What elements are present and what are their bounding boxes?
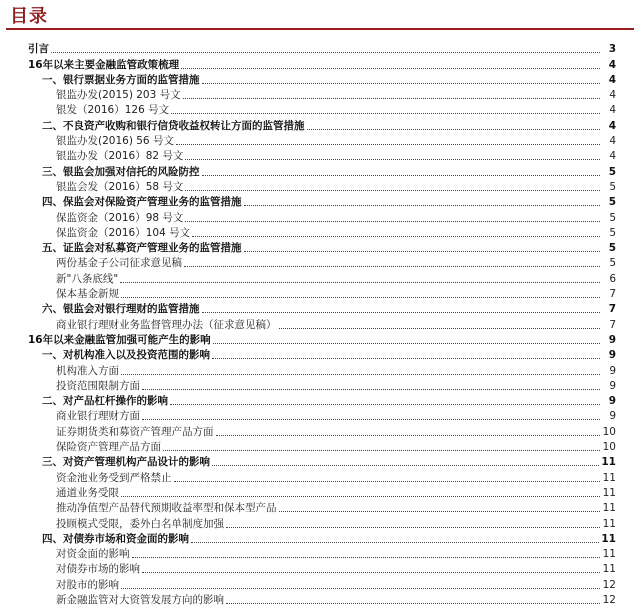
toc-page-number: 4 [609,104,616,117]
dot-leader [192,235,600,237]
dot-leader [226,602,600,604]
toc-page-number: 4 [608,119,616,132]
dot-leader [185,158,600,160]
dot-leader [202,174,601,176]
dot-leader [202,82,601,84]
toc-page-number: 5 [609,257,616,270]
toc-entry-title: 证券期货类和募资产管理产品方面 [56,425,214,438]
toc-entry-title: 三、银监会加强对信托的风险防控 [42,165,200,178]
dot-leader [307,128,601,130]
dot-leader [213,342,600,344]
toc-page-number: 12 [602,593,616,606]
toc-page-number: 4 [609,135,616,148]
toc-entry-title: 保本基金新规 [56,288,119,301]
toc-entry-title: 银监办发(2015) 203 号文 [56,89,181,102]
toc-entry-title: 银监会发（2016）58 号文 [56,180,184,193]
dot-leader [244,250,601,252]
toc-page-number: 11 [602,486,616,499]
toc-entry[interactable] [28,532,616,547]
toc-entry[interactable] [28,379,616,394]
toc-entry[interactable] [28,440,616,455]
toc-page-number: 5 [608,165,616,178]
dot-leader [142,571,600,573]
toc-entry[interactable] [28,287,616,302]
toc-entry[interactable] [28,333,616,348]
toc-page-number: 9 [608,349,616,362]
toc-entry-title: 引言 [28,43,49,56]
dot-leader [132,556,601,558]
toc-entry-title: 银监办发(2016) 56 号文 [56,135,174,148]
toc-entry-title: 二、不良资产收购和银行信贷收益权转让方面的监管措施 [42,119,305,132]
toc-entry-title: 二、对产品杠杆操作的影响 [42,395,168,408]
toc-entry[interactable] [28,409,616,424]
toc-page-number: 11 [602,471,616,484]
dot-leader [142,388,600,390]
toc-entry[interactable] [28,317,616,332]
toc-page-number: 4 [609,150,616,163]
toc-entry[interactable] [28,363,616,378]
toc-page-number: 11 [601,456,616,469]
toc-entry[interactable] [28,241,616,256]
toc-page-number: 5 [609,226,616,239]
toc-entry[interactable] [28,88,616,103]
dot-leader [121,373,600,375]
toc-entry-title: 一、对机构准入以及投资范围的影响 [42,349,210,362]
toc-page-number: 4 [609,89,616,102]
toc-entry-title: 四、对债券市场和资金面的影响 [42,532,189,545]
toc-page-number: 10 [602,441,616,454]
dot-leader [171,112,600,114]
toc-page-number: 3 [608,43,616,56]
toc-entry[interactable] [28,195,616,210]
toc-entry[interactable] [28,164,616,179]
toc-entry[interactable] [28,455,616,470]
toc-page-number: 12 [602,578,616,591]
dot-leader [212,357,600,359]
toc-entry-title: 银监办发（2016）82 号文 [56,150,184,163]
toc-entry-title: 三、对资产管理机构产品设计的影响 [42,456,210,469]
dot-leader [174,480,601,482]
page-title: 目录 [10,6,48,27]
toc-entry-title: 一、银行票据业务方面的监管措施 [42,73,200,86]
dot-leader [163,449,600,451]
table-of-contents [28,42,616,608]
toc-entry[interactable] [28,73,616,88]
toc-page-number: 11 [601,532,616,545]
toc-entry-title: 投顾模式受限，委外白名单制度加强 [56,517,224,530]
toc-entry-title: 两份基金子公司征求意见稿 [56,257,182,270]
toc-entry-title: 商业银行理财业务监督管理办法（征求意见稿） [56,318,277,331]
toc-entry-title: 保监资金（2016）98 号文 [56,211,184,224]
toc-entry-title: 六、银监会对银行理财的监管措施 [42,303,200,316]
toc-entry-title: 投资范围限制方面 [56,379,140,392]
dot-leader [51,51,600,53]
toc-entry-title: 四、保监会对保险资产管理业务的监管措施 [42,196,242,209]
dot-leader [121,296,600,298]
dot-leader [244,204,601,206]
dot-leader [226,526,600,528]
toc-page-number: 6 [609,272,616,285]
dot-leader [185,189,600,191]
toc-entry[interactable] [28,226,616,241]
toc-page-number: 4 [608,58,616,71]
toc-page-number: 9 [608,395,616,408]
toc-entry-title: 推动净值型产品替代预期收益率型和保本型产品 [56,502,277,515]
toc-entry[interactable] [28,42,616,57]
toc-entry[interactable] [28,486,616,501]
dot-leader [191,541,599,543]
toc-entry-title: 资金池业务受到严格禁止 [56,471,172,484]
toc-entry[interactable] [28,547,616,562]
toc-entry[interactable] [28,149,616,164]
toc-entry[interactable] [28,501,616,516]
dot-leader [185,220,600,222]
dot-leader [181,67,600,69]
toc-page-number: 9 [609,364,616,377]
toc-page-number: 11 [602,563,616,576]
dot-leader [121,587,600,589]
toc-page-number: 11 [602,502,616,515]
toc-entry[interactable] [28,210,616,225]
toc-page-number: 9 [609,410,616,423]
toc-entry[interactable] [28,562,616,577]
toc-page-number: 11 [602,548,616,561]
toc-entry-title: 保险资产管理产品方面 [56,441,161,454]
toc-page-number: 5 [608,196,616,209]
dot-leader [184,265,600,267]
dot-leader [170,403,600,405]
dot-leader [279,510,601,512]
toc-entry-title: 新"八条底线" [56,272,119,285]
toc-entry-title: 新金融监管对大资管发展方向的影响 [56,593,224,606]
dot-leader [216,434,601,436]
toc-entry[interactable] [28,577,616,592]
toc-entry-title: 对债券市场的影响 [56,563,140,576]
toc-entry-title: 对股市的影响 [56,578,119,591]
toc-entry[interactable] [28,424,616,439]
toc-entry[interactable] [28,394,616,409]
dot-leader [121,495,600,497]
toc-entry[interactable] [28,134,616,149]
toc-page-number: 9 [609,379,616,392]
toc-entry[interactable] [28,348,616,363]
dot-leader [212,464,599,466]
toc-entry[interactable] [28,271,616,286]
toc-page-number: 10 [602,425,616,438]
toc-page-number: 7 [609,288,616,301]
toc-entry[interactable] [28,470,616,485]
toc-page-number: 5 [609,180,616,193]
toc-page-number: 5 [609,211,616,224]
toc-entry[interactable] [28,103,616,118]
toc-page-number: 7 [609,318,616,331]
toc-entry[interactable] [28,57,616,72]
toc-entry[interactable] [28,302,616,317]
toc-entry-title: 对资金面的影响 [56,548,130,561]
toc-page-number: 9 [608,333,616,346]
toc-page-number: 4 [608,73,616,86]
toc-entry[interactable] [28,593,616,608]
dot-leader [183,97,600,99]
toc-entry-title: 银发（2016）126 号文 [56,104,170,117]
dot-leader [120,281,600,283]
toc-entry[interactable] [28,180,616,195]
dot-leader [279,327,601,329]
title-divider [6,28,634,30]
toc-entry[interactable] [28,256,616,271]
toc-page-number: 5 [608,242,616,255]
toc-entry-title: 16年以来金融监管加强可能产生的影响 [28,333,211,346]
toc-entry-title: 保监资金（2016）104 号文 [56,226,191,239]
toc-entry[interactable] [28,118,616,133]
toc-entry-title: 16年以来主要金融监管政策梳理 [28,58,180,71]
dot-leader [202,311,601,313]
dot-leader [142,418,600,420]
toc-page-number: 7 [608,303,616,316]
toc-entry-title: 机构准入方面 [56,364,119,377]
dot-leader [176,143,600,145]
toc-entry-title: 商业银行理财方面 [56,410,140,423]
toc-entry[interactable] [28,516,616,531]
toc-entry-title: 通道业务受限 [56,486,119,499]
toc-entry-title: 五、证监会对私募资产管理业务的监管措施 [42,242,242,255]
toc-page-number: 11 [602,517,616,530]
